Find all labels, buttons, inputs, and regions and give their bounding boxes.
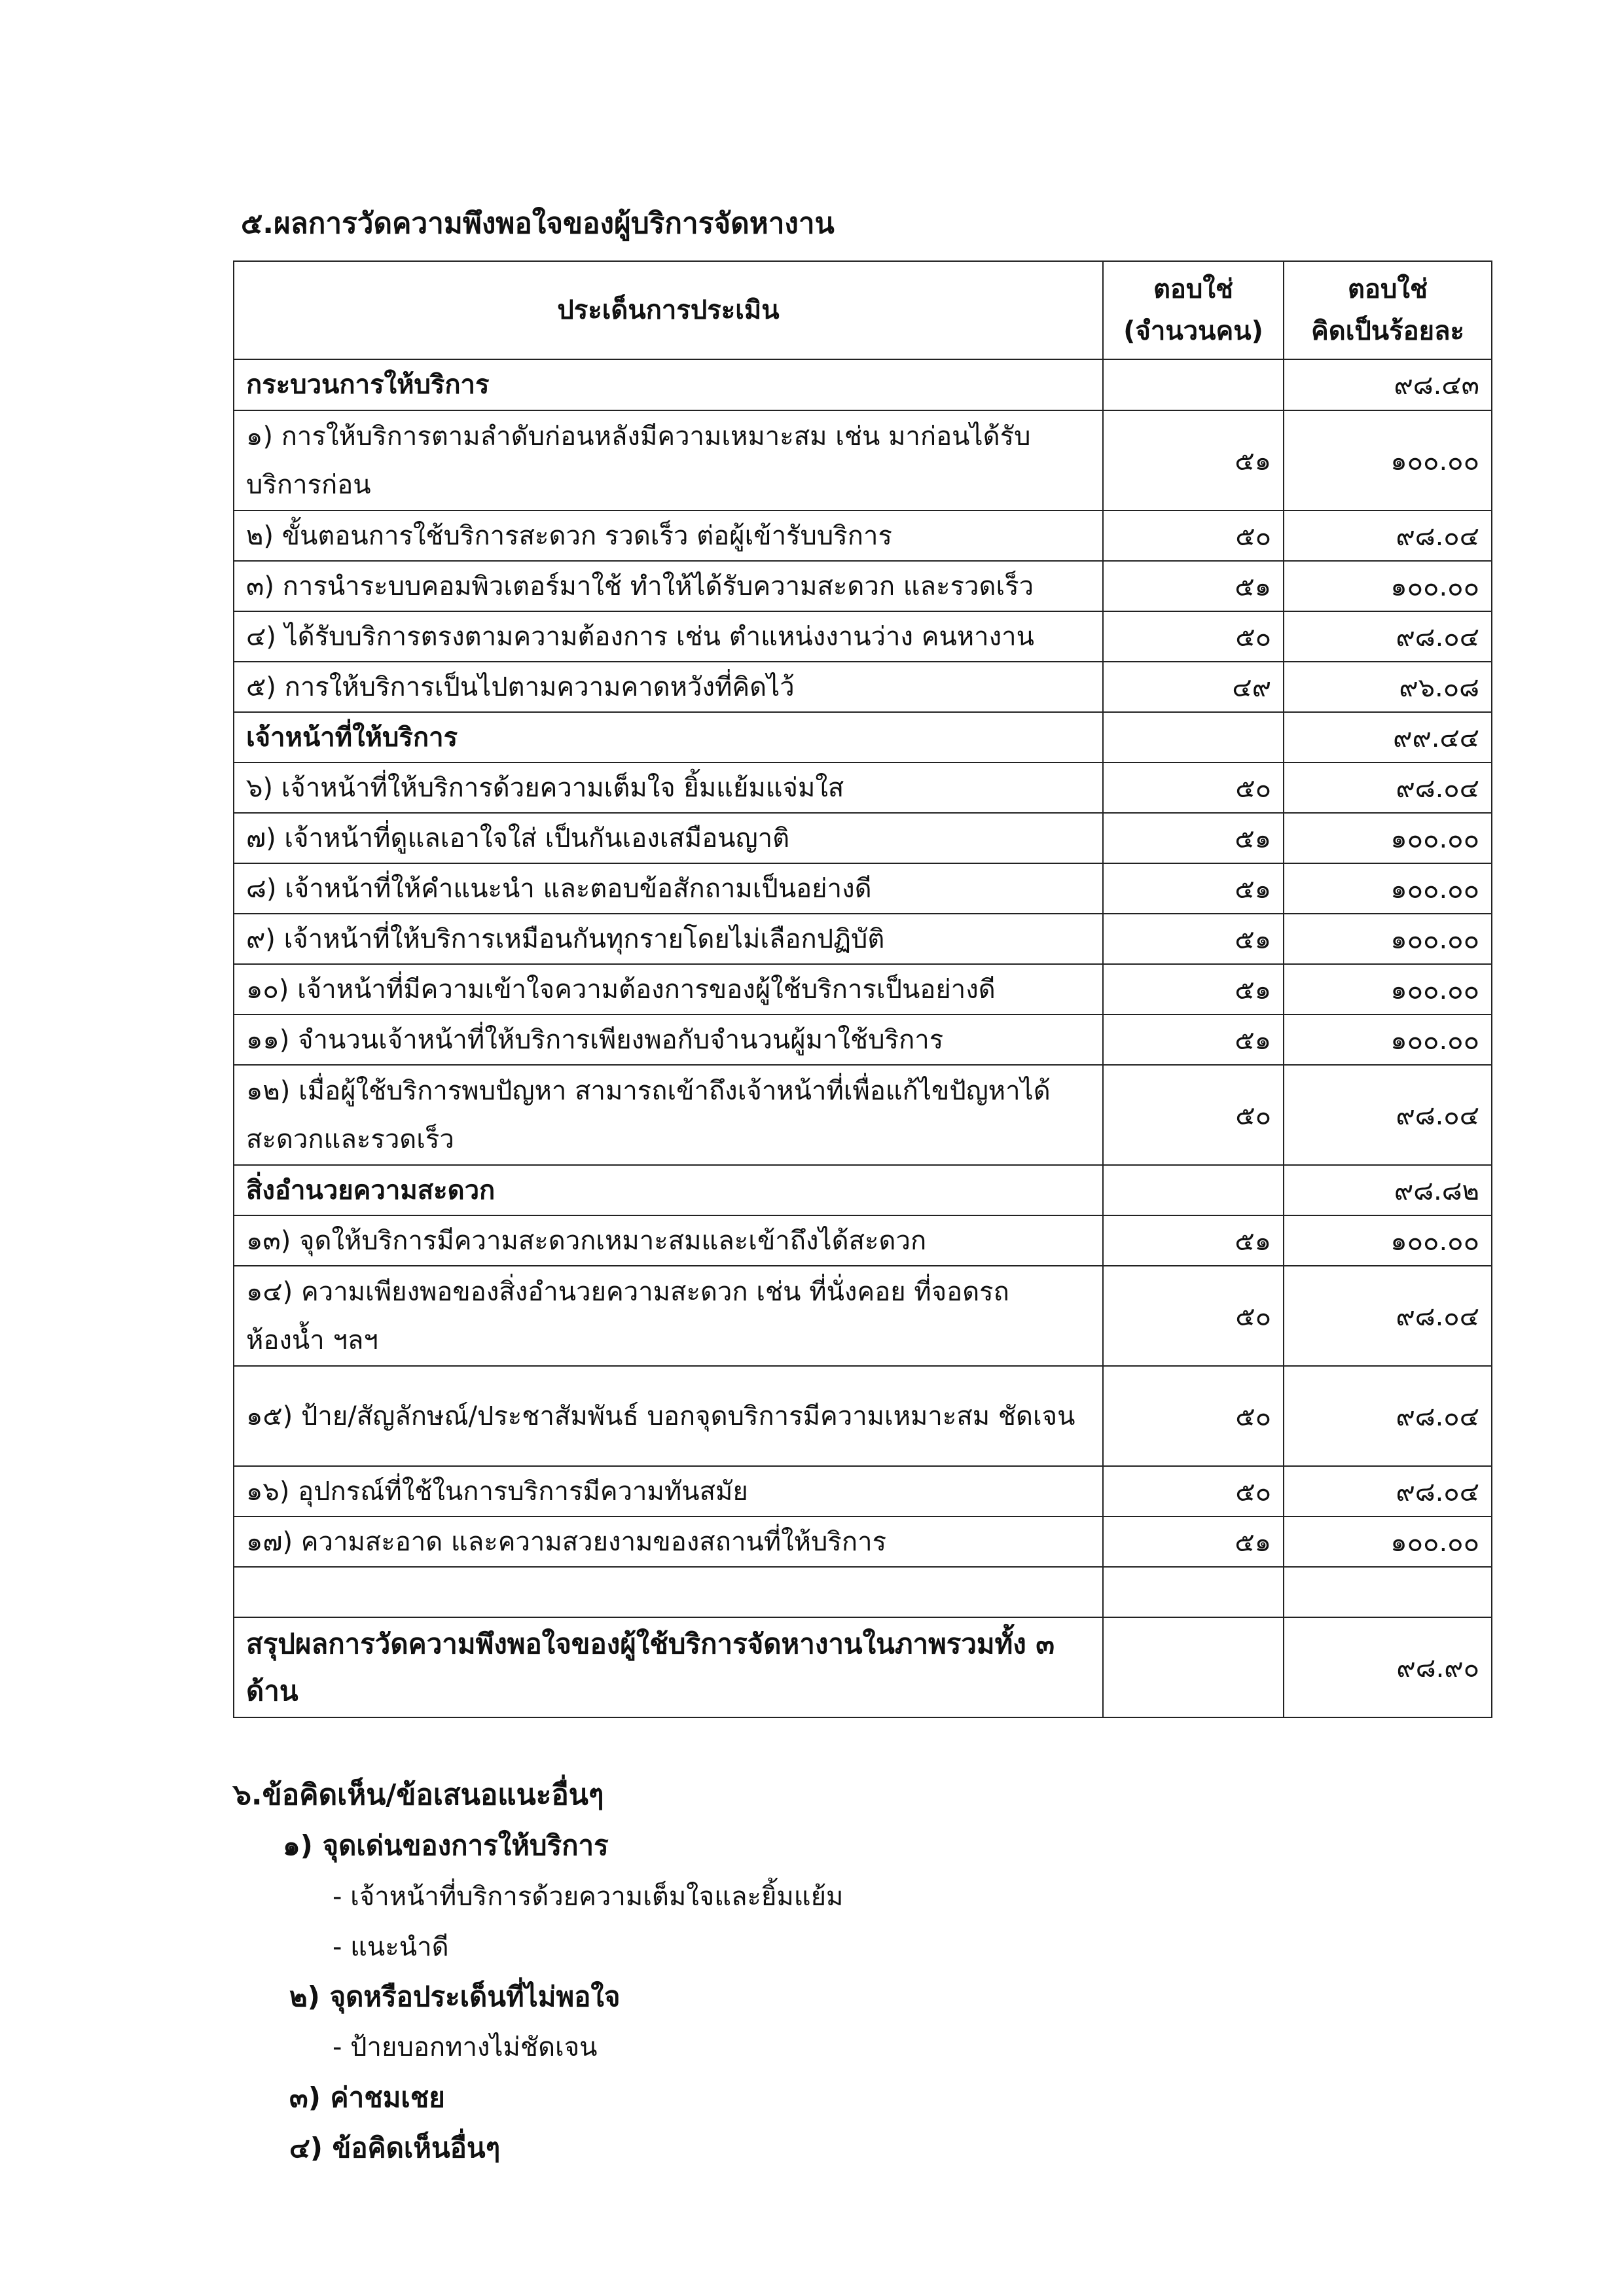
summary-count — [1103, 1617, 1284, 1717]
item-count: ๕๐ — [1103, 511, 1284, 561]
item-percent: ๑๐๐.๐๐ — [1284, 964, 1492, 1014]
item-label: ๕) การให้บริการเป็นไปตามความคาดหวังที่คิดไว้ — [234, 662, 1103, 712]
table-row — [234, 914, 1492, 964]
header-count — [1103, 261, 1284, 359]
table-row — [234, 611, 1492, 662]
table-row — [234, 964, 1492, 1014]
table-row — [234, 1215, 1492, 1266]
table-row — [234, 1014, 1492, 1065]
group-row — [234, 359, 1492, 410]
item-percent: ๙๘.๐๔ — [1284, 762, 1492, 813]
item-label: ๙) เจ้าหน้าที่ให้บริการเหมือนกันทุกรายโดยไม่เลือกปฏิบัติ — [234, 914, 1103, 964]
item-label: ๔) ได้รับบริการตรงตามความต้องการ เช่น ตำแหน่งงานว่าง คนหางาน — [234, 611, 1103, 662]
table-row — [234, 762, 1492, 813]
item-label: ๑๕) ป้าย/สัญลักษณ์/ประชาสัมพันธ์ บอกจุดบริการมีความเหมาะสม ชัดเจน — [234, 1366, 1103, 1466]
summary-label: สรุปผลการวัดความพึงพอใจของผู้ใช้บริการจัดหางานในภาพรวมทั้ง ๓ ด้าน — [234, 1617, 1103, 1717]
item-percent: ๙๘.๐๔ — [1284, 1065, 1492, 1165]
item-percent: ๙๘.๐๔ — [1284, 1266, 1492, 1366]
item-count: ๕๑ — [1103, 1516, 1284, 1567]
item-percent: ๑๐๐.๐๐ — [1284, 813, 1492, 863]
subsection-other-comments-title: ๔) ข้อคิดเห็นอื่นๆ — [289, 2132, 501, 2164]
item-label: ๑๗) ความสะอาด และความสวยงามของสถานที่ให้บริการ — [234, 1516, 1103, 1567]
highlight-bullet-1: - เจ้าหน้าที่บริการด้วยความเต็มใจและยิ้มแย้ม — [333, 1882, 844, 1912]
group-count — [1103, 359, 1284, 410]
item-count: ๕๑ — [1103, 561, 1284, 611]
table-row — [234, 561, 1492, 611]
table-header-row — [234, 261, 1492, 359]
group-percent: ๙๘.๔๓ — [1284, 359, 1492, 410]
item-label: ๑๐) เจ้าหน้าที่มีความเข้าใจความต้องการของผู้ใช้บริการเป็นอย่างดี — [234, 964, 1103, 1014]
item-percent: ๑๐๐.๐๐ — [1284, 561, 1492, 611]
item-count: ๕๐ — [1103, 1266, 1284, 1366]
group-percent: ๙๙.๔๔ — [1284, 712, 1492, 762]
item-label: ๗) เจ้าหน้าที่ดูแลเอาใจใส่ เป็นกันเองเสมือนญาติ — [234, 813, 1103, 863]
item-percent: ๑๐๐.๐๐ — [1284, 410, 1492, 511]
subsection-highlights-title: ๑) จุดเด่นของการให้บริการ — [283, 1829, 609, 1861]
header-count-line1: ตอบใช่ — [1153, 274, 1234, 304]
item-count: ๕๑ — [1103, 914, 1284, 964]
table-row — [234, 1266, 1492, 1366]
empty-cell — [234, 1567, 1103, 1617]
section6-title: ๖.ข้อคิดเห็น/ข้อเสนอแนะอื่นๆ — [233, 1778, 604, 1812]
header-issue: ประเด็นการประเมิน — [234, 261, 1103, 359]
item-count: ๕๐ — [1103, 1466, 1284, 1516]
item-count: ๔๙ — [1103, 662, 1284, 712]
group-title: กระบวนการให้บริการ — [234, 359, 1103, 410]
item-label: ๘) เจ้าหน้าที่ให้คำแนะนำ และตอบข้อสักถามเป็นอย่างดี — [234, 863, 1103, 914]
item-percent: ๙๘.๐๔ — [1284, 1466, 1492, 1516]
item-label: ๑๑) จำนวนเจ้าหน้าที่ให้บริการเพียงพอกับจำนวนผู้มาใช้บริการ — [234, 1014, 1103, 1065]
item-label: ๑๓) จุดให้บริการมีความสะดวกเหมาะสมและเข้าถึงได้สะดวก — [234, 1215, 1103, 1266]
item-label: ๑๒) เมื่อผู้ใช้บริการพบปัญหา สามารถเข้าถึงเจ้าหน้าที่เพื่อแก้ไขปัญหาได้สะดวกและรวดเร็ว — [234, 1065, 1103, 1165]
empty-cell — [1103, 1567, 1284, 1617]
group-percent: ๙๘.๘๒ — [1284, 1165, 1492, 1215]
item-percent: ๑๐๐.๐๐ — [1284, 914, 1492, 964]
item-label: ๖) เจ้าหน้าที่ให้บริการด้วยความเต็มใจ ยิ้มแย้มแจ่มใส — [234, 762, 1103, 813]
group-title: สิ่งอำนวยความสะดวก — [234, 1165, 1103, 1215]
item-label: ๑๖) อุปกรณ์ที่ใช้ในการบริการมีความทันสมัย — [234, 1466, 1103, 1516]
header-percent-line2: คิดเป็นร้อยละ — [1310, 316, 1465, 346]
table-row — [234, 1466, 1492, 1516]
item-count: ๕๑ — [1103, 410, 1284, 511]
group-count — [1103, 1165, 1284, 1215]
item-percent: ๙๘.๐๔ — [1284, 511, 1492, 561]
group-count — [1103, 712, 1284, 762]
item-label: ๑) การให้บริการตามลำดับก่อนหลังมีความเหมาะสม เช่น มาก่อนได้รับบริการก่อน — [234, 410, 1103, 511]
subsection-praise-title: ๓) ค่าชมเชย — [289, 2081, 445, 2113]
summary-row — [234, 1617, 1492, 1717]
item-count: ๕๑ — [1103, 863, 1284, 914]
item-count: ๕๑ — [1103, 1215, 1284, 1266]
item-count: ๕๐ — [1103, 1065, 1284, 1165]
header-count-line2: (จำนวนคน) — [1123, 316, 1263, 346]
empty-cell — [1284, 1567, 1492, 1617]
table-row — [234, 813, 1492, 863]
item-count: ๕๑ — [1103, 1014, 1284, 1065]
header-percent-line1: ตอบใช่ — [1347, 274, 1428, 304]
table-row — [234, 511, 1492, 561]
item-percent: ๑๐๐.๐๐ — [1284, 1215, 1492, 1266]
satisfaction-table — [233, 260, 1492, 1718]
item-label: ๒) ขั้นตอนการใช้บริการสะดวก รวดเร็ว ต่อผู้เข้ารับบริการ — [234, 511, 1103, 561]
item-percent: ๑๐๐.๐๐ — [1284, 1516, 1492, 1567]
group-row — [234, 712, 1492, 762]
table-row — [234, 662, 1492, 712]
table-row — [234, 1366, 1492, 1466]
subsection-dissatisfaction-title: ๒) จุดหรือประเด็นที่ไม่พอใจ — [289, 1981, 621, 2013]
item-label: ๓) การนำระบบคอมพิวเตอร์มาใช้ ทำให้ได้รับความสะดวก และรวดเร็ว — [234, 561, 1103, 611]
dissatisfaction-bullet-1: - ป้ายบอกทางไม่ชัดเจน — [333, 2032, 598, 2062]
item-count: ๕๐ — [1103, 762, 1284, 813]
table-row — [234, 410, 1492, 511]
item-count: ๕๐ — [1103, 1366, 1284, 1466]
table-row — [234, 1516, 1492, 1567]
table-row — [234, 1065, 1492, 1165]
group-row — [234, 1165, 1492, 1215]
group-title: เจ้าหน้าที่ให้บริการ — [234, 712, 1103, 762]
item-count: ๕๐ — [1103, 611, 1284, 662]
table-row — [234, 863, 1492, 914]
highlight-bullet-2: - แนะนำดี — [333, 1932, 449, 1962]
summary-percent: ๙๘.๙๐ — [1284, 1617, 1492, 1717]
item-count: ๕๑ — [1103, 964, 1284, 1014]
section5-title: ๕.ผลการวัดความพึงพอใจของผู้บริการจัดหางาน — [241, 207, 835, 240]
item-percent: ๙๘.๐๔ — [1284, 1366, 1492, 1466]
item-percent: ๑๐๐.๐๐ — [1284, 863, 1492, 914]
item-percent: ๙๘.๐๔ — [1284, 611, 1492, 662]
header-percent — [1284, 261, 1492, 359]
empty-row — [234, 1567, 1492, 1617]
item-label: ๑๔) ความเพียงพอของสิ่งอำนวยความสะดวก เช่น ที่นั่งคอย ที่จอดรถ ห้องน้ำ ฯลฯ — [234, 1266, 1103, 1366]
item-count: ๕๑ — [1103, 813, 1284, 863]
item-percent: ๙๖.๐๘ — [1284, 662, 1492, 712]
item-percent: ๑๐๐.๐๐ — [1284, 1014, 1492, 1065]
